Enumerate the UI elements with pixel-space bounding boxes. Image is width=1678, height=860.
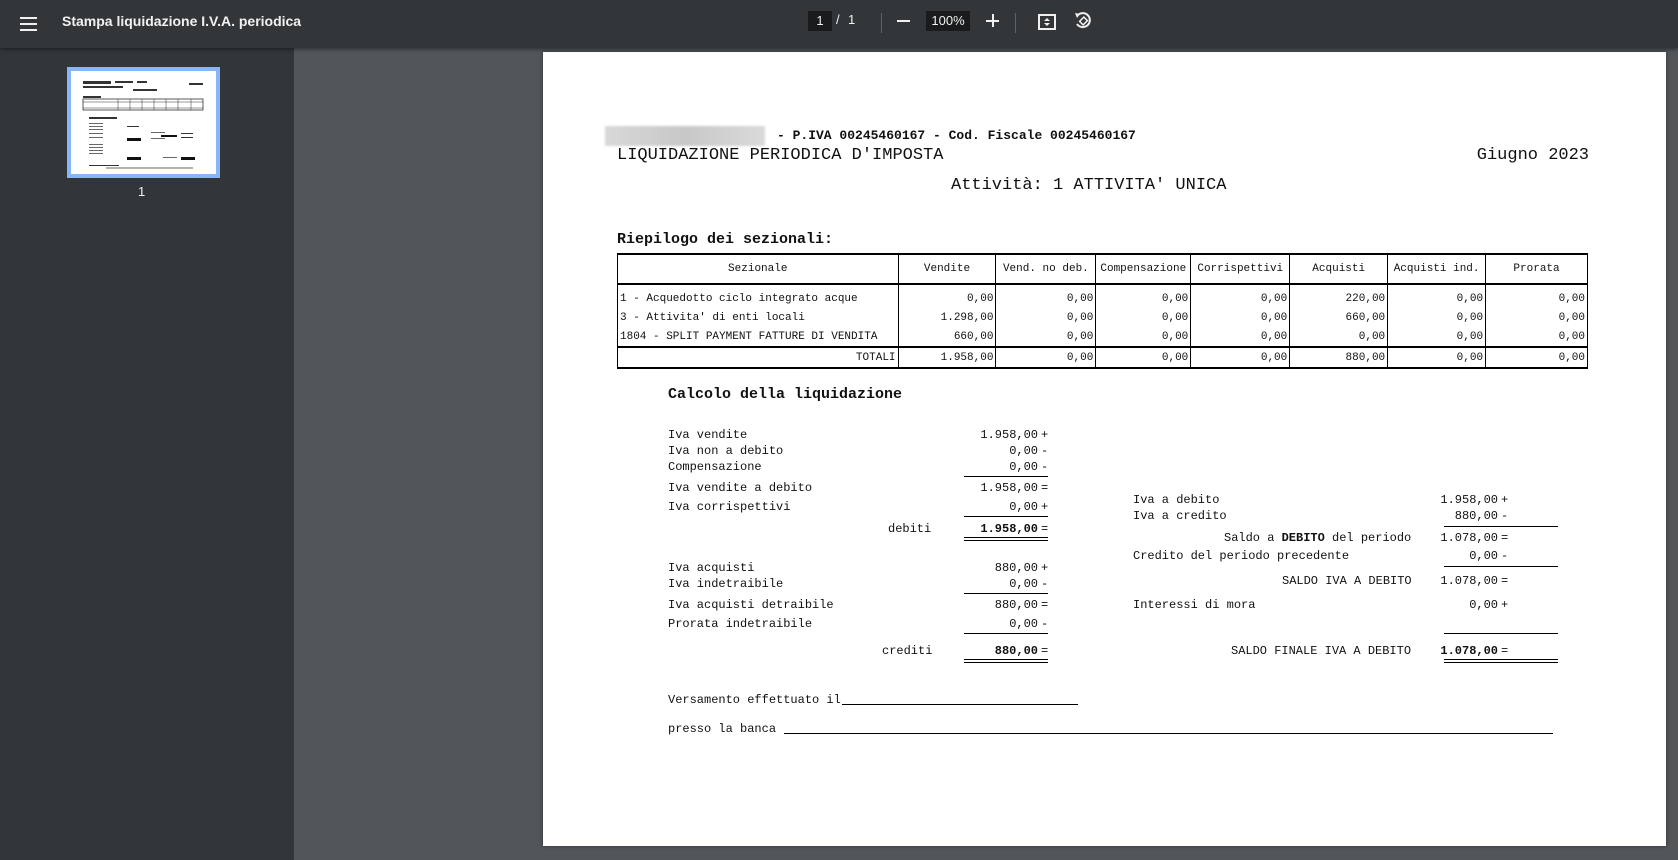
document-heading: LIQUIDAZIONE PERIODICA D'IMPOSTA (617, 146, 944, 165)
calc-sign: = (1041, 598, 1049, 612)
total-double-line (964, 537, 1048, 541)
calc-value: 880,00 (994, 561, 1038, 575)
sum-line (1444, 526, 1558, 527)
document-title: Stampa liquidazione I.V.A. periodica (62, 13, 302, 29)
toolbar-divider (881, 13, 882, 33)
calc-label: Iva vendite a debito (668, 481, 813, 495)
cell: 0,00 (1096, 327, 1191, 347)
calc-sign: - (1041, 577, 1049, 591)
calc-sign: = (1501, 574, 1509, 588)
calc-label: Iva indetraibile (668, 577, 784, 591)
calc-value: 0,00 (1469, 549, 1498, 563)
cell: 0,00 (996, 347, 1096, 368)
sum-line (1444, 566, 1558, 567)
calc-label: Iva vendite (668, 428, 748, 442)
calc-sign: = (1501, 644, 1509, 658)
debiti-value: 1.958,00 (980, 522, 1038, 536)
table-header-row (618, 254, 1588, 284)
calc-value: 0,00 (1009, 617, 1038, 631)
calc-sign: - (1041, 617, 1049, 631)
calc-label: Iva acquisti (668, 561, 755, 575)
fit-page-icon[interactable] (1036, 11, 1058, 33)
cell: 0,00 (1191, 284, 1290, 308)
activity-label: Attività: 1 ATTIVITA' UNICA (951, 176, 1227, 195)
calc-sign: + (1041, 561, 1049, 575)
total-double-line (1444, 659, 1558, 663)
col-header: Sezionale (618, 254, 899, 284)
cell: 0,00 (996, 308, 1096, 327)
col-header: Prorata (1486, 254, 1588, 284)
table-row (618, 308, 1588, 327)
summary-title: Riepilogo dei sezionali: (617, 231, 834, 248)
calc-value: 0,00 (1009, 500, 1038, 514)
calc-value: 0,00 (1469, 598, 1498, 612)
calc-sign: - (1041, 460, 1049, 474)
cell: 0,00 (1486, 284, 1588, 308)
pdf-toolbar (0, 0, 1678, 48)
calc-sign: + (1041, 428, 1049, 442)
cell: 0,00 (1486, 327, 1588, 347)
calc-sign: - (1501, 509, 1509, 523)
calc-label: Iva corrispettivi (668, 500, 791, 514)
calc-value: 880,00 (994, 598, 1038, 612)
sum-line (964, 593, 1048, 594)
calc-value: 1.078,00 (1440, 574, 1498, 588)
menu-icon[interactable] (14, 10, 42, 38)
calc-label: Iva a debito (1133, 493, 1220, 507)
cell: 0,00 (1486, 308, 1588, 327)
calc-value: 0,00 (1009, 460, 1038, 474)
calc-value: 880,00 (1454, 509, 1498, 523)
calc-label: Interessi di mora (1133, 598, 1256, 612)
calc-value: 1.958,00 (1440, 493, 1498, 507)
cell: 880,00 (1290, 347, 1388, 368)
cell: 0,00 (1191, 327, 1290, 347)
label-part: Saldo a (1224, 531, 1282, 545)
col-header: Compensazione (1096, 254, 1191, 284)
sum-line (964, 476, 1048, 477)
cell: 0,00 (1388, 308, 1486, 327)
rotate-icon[interactable] (1072, 10, 1094, 32)
page-thumbnail[interactable] (67, 67, 220, 178)
col-header: Acquisti (1290, 254, 1388, 284)
thumbnail-sidebar (0, 48, 294, 860)
cell: 0,00 (1388, 347, 1486, 368)
col-header: Acquisti ind. (1388, 254, 1486, 284)
calc-sign: - (1041, 444, 1049, 458)
summary-table (617, 253, 1588, 369)
payment-date-line (842, 704, 1078, 705)
sum-line (964, 516, 1048, 517)
vat-header: - P.IVA 00245460167 - Cod. Fiscale 00245460167 (777, 128, 1136, 143)
calc-label (1224, 531, 1411, 545)
totals-row (618, 347, 1588, 368)
calc-sign: = (1041, 644, 1049, 658)
calc-value: 1.958,00 (980, 481, 1038, 495)
thumbnail-page-number: 1 (138, 184, 146, 199)
calc-label: Credito del periodo precedente (1133, 549, 1350, 563)
cell: 0,00 (1486, 347, 1588, 368)
table-row (618, 284, 1588, 308)
cell: 0,00 (996, 284, 1096, 308)
calc-sign: - (1501, 549, 1509, 563)
payment-date-label: Versamento effettuato il (668, 693, 841, 707)
calc-label: Prorata indetraibile (668, 617, 813, 631)
bank-label: presso la banca (668, 722, 777, 736)
label-bold: DEBITO (1281, 531, 1325, 545)
crediti-label: crediti (882, 644, 933, 658)
toolbar-divider (1015, 13, 1016, 33)
total-double-line (964, 659, 1048, 663)
calc-label: SALDO IVA A DEBITO (1282, 574, 1412, 588)
calc-sign: = (1041, 522, 1049, 536)
calc-sign: + (1501, 493, 1509, 507)
sum-line (964, 633, 1048, 634)
debiti-label: debiti (888, 522, 932, 536)
cell: 3 - Attivita' di enti locali (618, 308, 899, 327)
calc-value: 0,00 (1009, 444, 1038, 458)
calc-value: 1.078,00 (1440, 531, 1498, 545)
cell: 1804 - SPLIT PAYMENT FATTURE DI VENDITA (618, 327, 899, 347)
cell: 0,00 (1191, 308, 1290, 327)
pdf-page (543, 52, 1666, 846)
cell: 0,00 (1290, 327, 1388, 347)
thumbnail-preview (71, 71, 216, 174)
calc-label: SALDO FINALE IVA A DEBITO (1231, 644, 1412, 658)
bank-line (784, 733, 1553, 734)
cell: 1.958,00 (898, 347, 996, 368)
page-number-input[interactable]: 1 (808, 11, 832, 31)
cell: 0,00 (1191, 347, 1290, 368)
cell: 0,00 (996, 327, 1096, 347)
cell: 0,00 (1096, 347, 1191, 368)
cell: 0,00 (1388, 327, 1486, 347)
cell: 0,00 (1096, 308, 1191, 327)
zoom-input[interactable]: 100% (926, 11, 970, 31)
calc-sign: + (1041, 500, 1049, 514)
calc-value: 1.958,00 (980, 428, 1038, 442)
col-header: Corrispettivi (1191, 254, 1290, 284)
table-row (618, 327, 1588, 347)
cell: 1.298,00 (898, 308, 996, 327)
zoom-out-icon[interactable] (894, 11, 914, 31)
calc-label: Compensazione (668, 460, 762, 474)
cell: TOTALI (618, 347, 899, 368)
redacted-company-name (605, 126, 765, 146)
label-part: del periodo (1324, 531, 1412, 545)
page-total: 1 (848, 12, 856, 27)
calc-sign: = (1501, 531, 1509, 545)
calc-sign: + (1501, 598, 1509, 612)
cell: 220,00 (1290, 284, 1388, 308)
col-header: Vend. no deb. (996, 254, 1096, 284)
cell: 1 - Acquedotto ciclo integrato acque (618, 284, 899, 308)
final-balance-value: 1.078,00 (1440, 644, 1498, 658)
cell: 0,00 (898, 284, 996, 308)
cell: 660,00 (898, 327, 996, 347)
page-separator: / (836, 12, 840, 27)
calc-value: 0,00 (1009, 577, 1038, 591)
calc-label: Iva acquisti detraibile (668, 598, 834, 612)
calc-label: Iva non a debito (668, 444, 784, 458)
cell: 0,00 (1388, 284, 1486, 308)
calc-sign: = (1041, 481, 1049, 495)
calc-label: Iva a credito (1133, 509, 1227, 523)
cell: 660,00 (1290, 308, 1388, 327)
zoom-in-icon[interactable] (983, 11, 1003, 31)
crediti-value: 880,00 (994, 644, 1038, 658)
col-header: Vendite (898, 254, 996, 284)
calc-title: Calcolo della liquidazione (668, 386, 903, 403)
sum-line (1444, 633, 1558, 634)
cell: 0,00 (1096, 284, 1191, 308)
period-label: Giugno 2023 (1476, 146, 1589, 165)
